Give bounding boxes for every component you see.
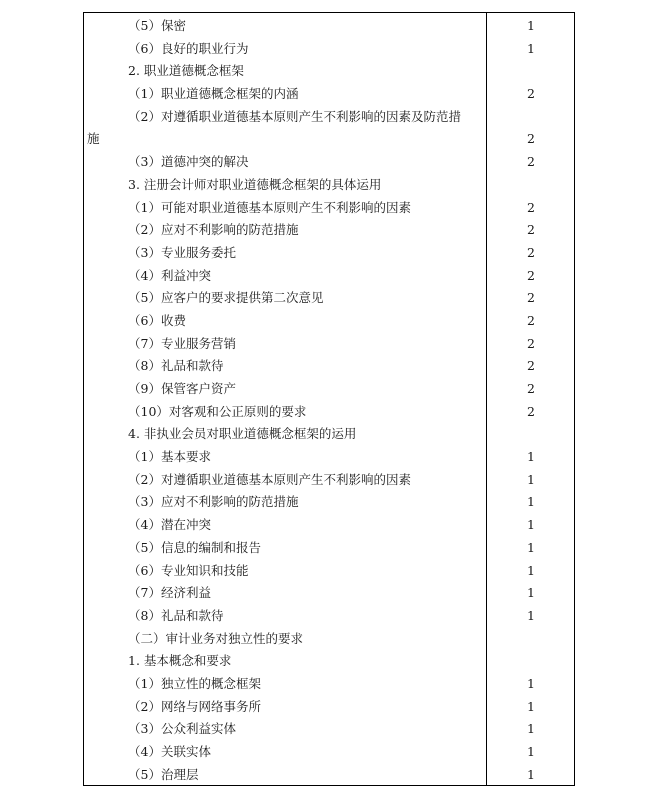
topic-text: （1）职业道德概念框架的内涵 xyxy=(128,86,299,102)
table-row xyxy=(84,197,574,220)
topic-text: （7）专业服务营销 xyxy=(128,335,236,351)
table-row xyxy=(84,355,574,378)
topic-text: （5）治理层 xyxy=(128,766,199,782)
table-row xyxy=(84,446,574,469)
table-row xyxy=(84,628,574,651)
table-row xyxy=(84,174,574,197)
table-row xyxy=(84,287,574,310)
table-body xyxy=(84,15,574,786)
hours-value: 1 xyxy=(527,562,535,578)
table-row xyxy=(84,310,574,333)
hours-value: 1 xyxy=(527,585,535,601)
table-row xyxy=(84,560,574,583)
topic-text: （4）潜在冲突 xyxy=(128,517,211,533)
table-row xyxy=(84,106,574,129)
table-row xyxy=(84,219,574,242)
topic-text: （2）网络与网络事务所 xyxy=(128,698,261,714)
hours-value: 2 xyxy=(527,154,535,170)
hours-value: 1 xyxy=(527,607,535,623)
hours-value: 2 xyxy=(527,358,535,374)
table-row xyxy=(84,673,574,696)
topic-text: （1）独立性的概念框架 xyxy=(128,675,261,691)
topic-text: （9）保管客户资产 xyxy=(128,381,236,396)
table-row xyxy=(84,469,574,492)
syllabus-table xyxy=(83,12,575,786)
topic-text: （2）对遵循职业道德基本原则产生不利影响的因素及防范措 xyxy=(128,108,461,124)
table-row xyxy=(84,265,574,288)
table-row xyxy=(84,423,574,446)
table-row xyxy=(84,764,574,787)
topic-text: （3）应对不利影响的防范措施 xyxy=(128,494,299,510)
table-row xyxy=(84,582,574,605)
topic-text: （10）对客观和公正原则的要求 xyxy=(128,403,307,419)
hours-value: 1 xyxy=(527,766,535,782)
table-row xyxy=(84,401,574,424)
topic-text: （3）道德冲突的解决 xyxy=(128,154,249,170)
topic-text: （4）利益冲突 xyxy=(128,267,211,283)
table-row xyxy=(84,242,574,265)
hours-value: 2 xyxy=(527,312,535,328)
hours-value: 1 xyxy=(527,449,535,465)
topic-text: 3. 注册会计师对职业道德概念框架的具体运用 xyxy=(128,176,382,192)
topic-text: （2）应对不利影响的防范措施 xyxy=(128,222,299,238)
table-row xyxy=(84,38,574,61)
hours-value: 1 xyxy=(527,721,535,737)
table-row xyxy=(84,333,574,356)
hours-value: 2 xyxy=(527,86,535,102)
hours-value: 1 xyxy=(527,698,535,714)
hours-value: 1 xyxy=(527,40,535,56)
table-row xyxy=(84,514,574,537)
table-row xyxy=(84,537,574,560)
hours-value: 1 xyxy=(527,18,535,33)
table-row xyxy=(84,15,574,38)
table-row xyxy=(84,151,574,174)
topic-text: （2）对遵循职业道德基本原则产生不利影响的因素 xyxy=(128,471,411,487)
hours-value: 2 xyxy=(527,381,535,396)
topic-text: 施 xyxy=(87,131,100,147)
topic-text: （8）礼品和款待 xyxy=(128,358,224,374)
table-row xyxy=(84,741,574,764)
topic-text: （3）公众利益实体 xyxy=(128,721,236,737)
topic-text: （二）审计业务对独立性的要求 xyxy=(128,630,304,646)
topic-text: （3）专业服务委托 xyxy=(128,244,236,260)
table-row xyxy=(84,60,574,83)
topic-text: 2. 职业道德概念框架 xyxy=(128,63,244,79)
hours-value: 2 xyxy=(527,290,535,306)
topic-text: （7）经济利益 xyxy=(128,585,211,601)
hours-value: 2 xyxy=(527,131,535,147)
table-row xyxy=(84,491,574,514)
topic-text: （6）专业知识和技能 xyxy=(128,562,249,578)
table-row xyxy=(84,83,574,106)
topic-text: （6）收费 xyxy=(128,312,186,328)
hours-value: 1 xyxy=(527,675,535,691)
hours-value: 1 xyxy=(527,471,535,487)
topic-text: 4. 非执业会员对职业道德概念框架的运用 xyxy=(128,426,357,442)
table-row xyxy=(84,650,574,673)
hours-value: 2 xyxy=(527,403,535,419)
topic-text: （4）关联实体 xyxy=(128,744,211,759)
topic-text: （1）基本要求 xyxy=(128,449,211,465)
hours-value: 2 xyxy=(527,267,535,283)
topic-text: （8）礼品和款待 xyxy=(128,607,224,623)
topic-text: （5）信息的编制和报告 xyxy=(128,539,261,555)
hours-value: 1 xyxy=(527,517,535,533)
hours-value: 1 xyxy=(527,744,535,759)
hours-value: 2 xyxy=(527,222,535,238)
topic-text: （6）良好的职业行为 xyxy=(128,40,249,56)
table-row xyxy=(84,605,574,628)
table-row xyxy=(84,696,574,719)
table-row xyxy=(84,378,574,401)
topic-text: 1. 基本概念和要求 xyxy=(128,653,232,669)
hours-value: 2 xyxy=(527,335,535,351)
topic-text: （1）可能对职业道德基本原则产生不利影响的因素 xyxy=(128,199,411,215)
table-row xyxy=(84,718,574,741)
hours-value: 2 xyxy=(527,244,535,260)
topic-text: （5）保密 xyxy=(128,18,186,33)
hours-value: 1 xyxy=(527,539,535,555)
hours-value: 2 xyxy=(527,199,535,215)
hours-value: 1 xyxy=(527,494,535,510)
topic-text: （5）应客户的要求提供第二次意见 xyxy=(128,290,324,306)
table-row xyxy=(84,128,574,151)
